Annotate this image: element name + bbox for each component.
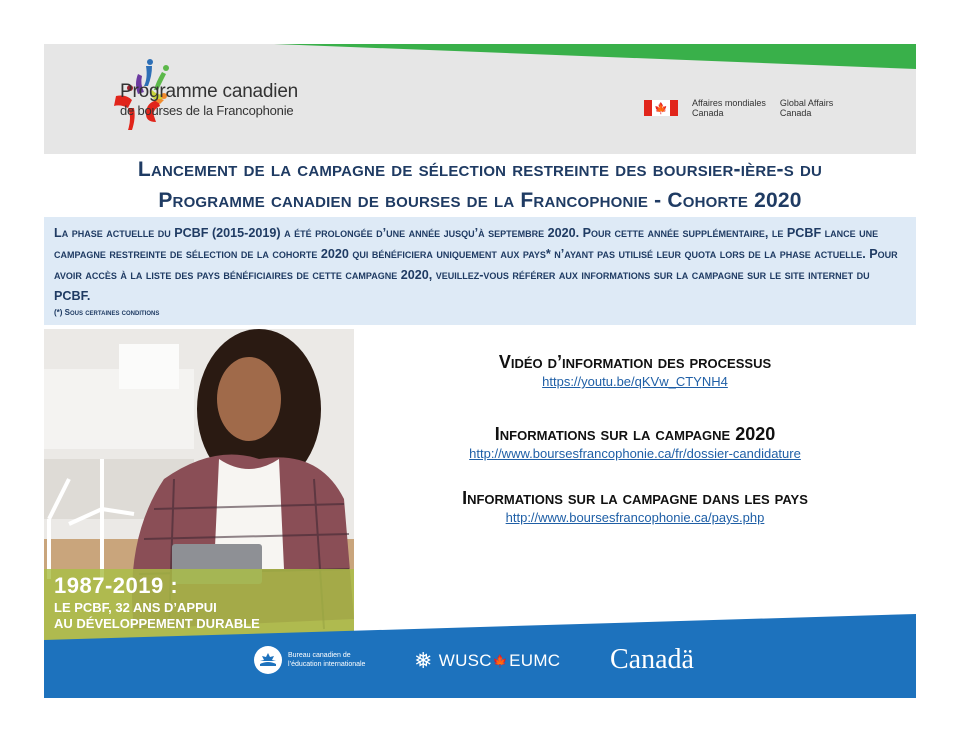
wusc-text: WUSC [438,651,492,670]
gac-fr-line2: Canada [692,108,724,118]
caption-years: 1987-2019 : [54,573,179,598]
info-box [44,217,916,325]
link-title-countries: Informations sur la campagne dans les pays [462,488,808,508]
snowflake-icon: ❅ [414,648,433,673]
video-link[interactable]: https://youtu.be/qKVw_CTYNH4 [542,374,728,389]
caption-line-1: LE PCBF, 32 ANS D’APPUI [54,600,217,615]
links-panel [354,329,916,589]
info-paragraph: La phase actuelle du PCBF (2015-2019) a été prolongée d’une année jusqu’à septembre 2020. Pour cette année supplémentaire, le PCBF lance une campagne restreinte de sélection de la cohorte 2020 qui bénéficiera uniquement aux pays* n’ayant pas utilisé leur quota lors de la phase actuelle. Pour avoir accès à la liste des pays bénéficiaires de cette campagne 2020, veuillez-vous référer aux informations sur la campagne sur le site internet du PCBF. [54,226,898,303]
maple-leaf-icon: 🍁 [492,654,509,668]
gac-french [692,98,766,118]
gac-english [780,98,833,118]
campaign-link[interactable]: http://www.boursesfrancophonie.ca/fr/dossier-candidature [469,446,801,461]
gac-fr-line1: Affaires mondiales [692,98,766,108]
cbie-logo [254,646,365,674]
wusc-eumc-logo [414,648,560,674]
gac-en-line2: Canada [779,108,812,118]
countries-link[interactable]: http://www.boursesfrancophonie.ca/pays.php [505,510,765,525]
link-block-countries [354,487,916,527]
pcbf-logo-text [120,82,298,117]
canada-flag-icon: 🍁 [644,100,678,116]
global-affairs-canada-signature [644,98,847,122]
cbie-maple-icon [254,646,282,674]
link-title-video: Vidéo d’information des processus [498,352,772,372]
logo-title: Programme canadien [120,81,299,102]
link-block-video [354,351,916,391]
page-title [44,154,916,216]
poster-card [44,44,916,698]
title-line-2: Programme canadien de bourses de la Francophonie - Cohorte 2020 [158,189,802,212]
caption-line-2: AU DÉVELOPPEMENT DURABLE [54,616,260,631]
cbie-line1: Bureau canadien de [288,652,351,659]
link-block-campaign [354,423,916,463]
info-footnote: (*) Sous certaines conditions [54,308,160,317]
partner-logos [44,642,916,682]
logo-subtitle: de bourses de la Francophonie [120,103,294,118]
title-line-1: Lancement de la campagne de sélection restreinte des boursier-ière-s du [137,158,823,181]
gac-en-line1: Global Affairs [779,98,834,108]
student-photo [44,329,354,640]
header-band [44,44,916,154]
canada-wordmark: Canadä [610,644,694,675]
cbie-line2: l’éducation internationale [288,661,366,668]
link-title-campaign: Informations sur la campagne 2020 [494,424,776,444]
eumc-text: EUMC [509,651,561,670]
